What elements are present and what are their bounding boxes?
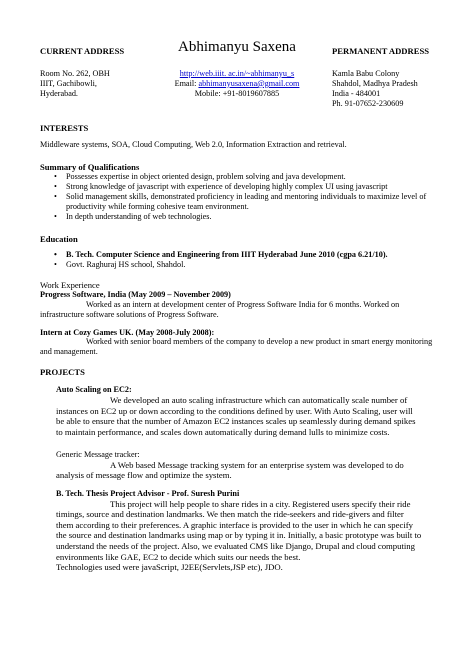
interests-title: INTERESTS (40, 123, 89, 133)
project-description: This project will help people to share rides in a city. Registered users specify their ride timings, source and destination landmarks. We then match the ride-seekers and ride-givers and filter them according to their preferences. A graphic interface is provided to the user in which he can specify the source and destination landmarks using map or by typing it in. Initially, a basic prototype was built to understand the needs of the project. Also, we evaluated CMS like Django, Drupal and cloud computing environments like GAE, EC2 to decide which suits our needs the best. (56, 498, 422, 562)
website-link[interactable]: http://web.iiit. ac.in/~abhimanyu_s (179, 69, 295, 78)
interests-text: Middleware systems, SOA, Cloud Computing, Web 2.0, Information Extraction and retrieval. (40, 140, 347, 150)
job-heading: Progress Software, India (May 2009 – November 2009) (40, 290, 231, 299)
candidate-name: Abhimanyu Saxena (178, 39, 296, 55)
job-heading: Intern at Cozy Games UK. (May 2008-July 2008): (40, 327, 215, 337)
project-description: We developed an auto scaling infrastructure which can automatically scale number of instances on EC2 up or down according to the conditions defined by user. With Auto Scaling, user will be able to ensure that the number of Amazon EC2 instances scales up seamlessly during demand spikes to maintain performance, and scales down automatically during demand lulls to minimize costs. (56, 395, 416, 438)
permanent-address-line: India - 484001 (332, 88, 381, 98)
mobile-number: Mobile: +91-8019607885 (194, 88, 280, 98)
project-heading: B. Tech. Thesis Project Advisor - Prof. Suresh Purini (56, 488, 240, 498)
education-list (54, 250, 434, 270)
education-title: Education (40, 233, 78, 244)
current-address-title: CURRENT ADDRESS (40, 46, 125, 56)
permanent-address-line: Kamla Babu Colony (332, 69, 400, 78)
permanent-address-title: PERMANENT ADDRESS (332, 46, 430, 56)
qualification-item: • Solid management skills, demonstrated proficiency in leading and mentoring individuals to maximize level of productivity while forming cohesive team environment. (54, 192, 434, 212)
email-label: Email: (174, 78, 199, 88)
email-link[interactable]: abhimanyusaxena@gmail.com (198, 78, 300, 88)
qualification-item: • In depth understanding of web technologies. (54, 212, 434, 222)
resume-header (40, 38, 434, 116)
job-description: Worked as an intern at development center of Progress Software India for 6 months. Worked on infrastructure software solutions of Progress Software. (40, 299, 400, 319)
permanent-address (332, 69, 434, 108)
project-heading: Generic Message tracker: (56, 449, 140, 459)
qualifications-title: Summary of Qualifications (40, 162, 140, 173)
job-description: Worked with senior board members of the company to develop a new product in smart energy monitoring and management. (40, 337, 433, 357)
current-address-line: IIIT, Gachibowli, (40, 78, 97, 88)
projects-title: PROJECTS (40, 367, 85, 378)
permanent-address-line: Shahdol, Madhya Pradesh (332, 78, 418, 88)
project-heading: Auto Scaling on EC2: (56, 385, 132, 395)
current-address-line: Hyderabad. (40, 88, 78, 98)
education-item: • Govt. Raghuraj HS school, Shahdol. (54, 260, 434, 270)
qualifications-list (54, 172, 434, 221)
permanent-address-line: Ph. 91-07652-230609 (332, 98, 404, 108)
project-description: A Web based Message tracking system for an enterprise system was developed to do analysis of message flow and optimize the system. (56, 459, 404, 481)
education-item: • B. Tech. Computer Science and Engineering from IIIT Hyderabad June 2010 (cgpa 6.21/10). (54, 250, 434, 260)
qualification-item: • Possesses expertise in object oriented design, problem solving and java development. (54, 172, 434, 182)
current-address-line: Room No. 262, OBH (40, 69, 110, 78)
project-technologies: Technologies used were javaScript, J2EE(Servlets,JSP etc), JDO. (56, 562, 283, 573)
work-experience-title: Work Experience (40, 279, 100, 290)
qualification-item: • Strong knowledge of javascript with experience of developing highly complex UI using javascript (54, 182, 434, 192)
